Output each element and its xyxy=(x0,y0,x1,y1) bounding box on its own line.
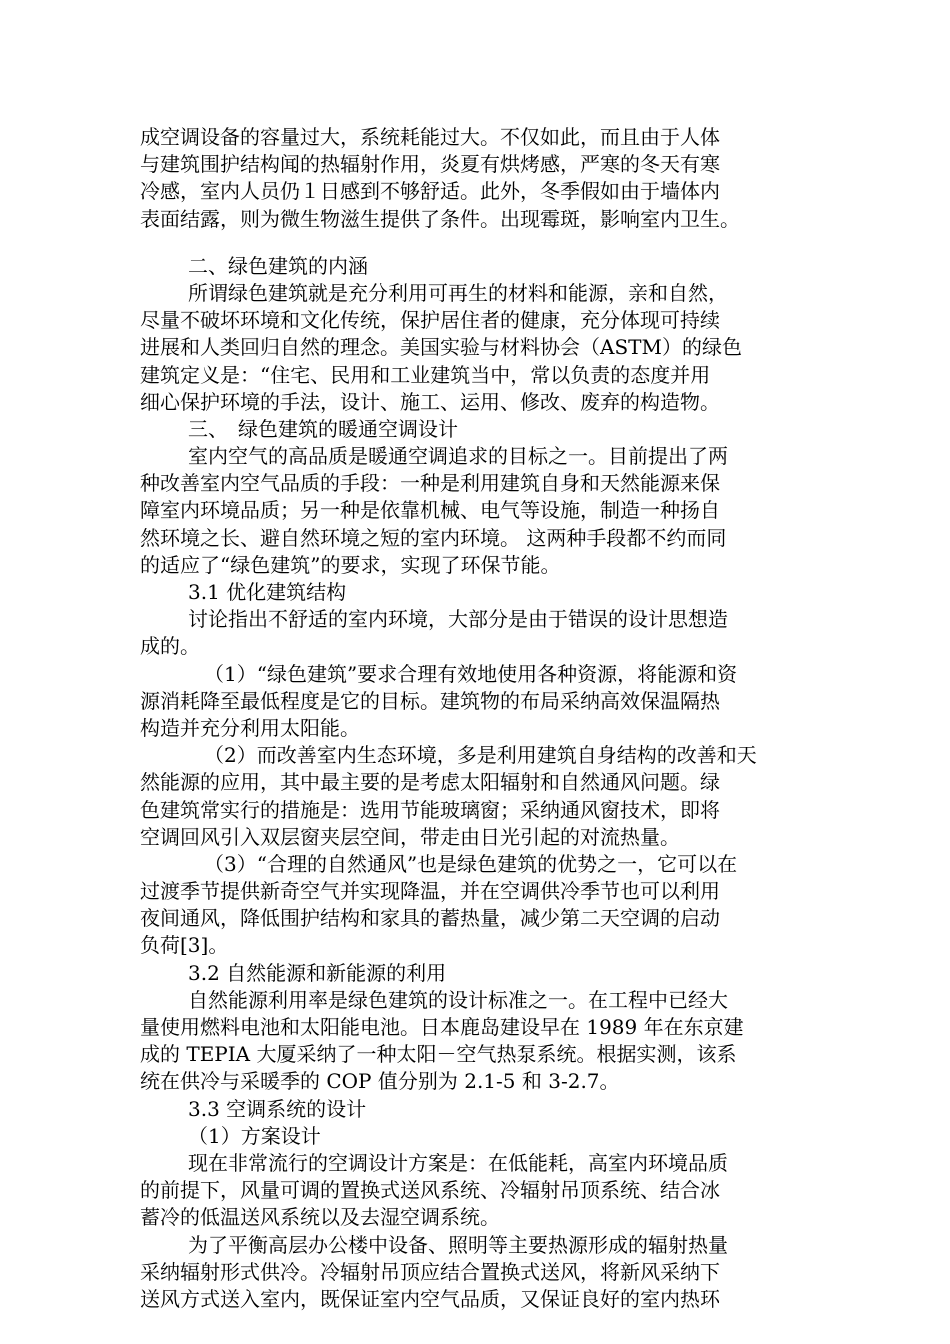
text-line: 细心保护环境的手法，设计、施工、运用、修改、废弃的构造物。 xyxy=(140,389,720,414)
paragraph-gap xyxy=(140,233,820,253)
text-line: 种改善室内空气品质的手段：一种是利用建筑自身和天然能源来保 xyxy=(140,471,720,496)
text-line: 冷感，室内人员仍１日感到不够舒适。此外，冬季假如由于墙体内 xyxy=(140,179,720,204)
text-line: 进展和人类回归自然的理念。美国实验与材料协会（ASTM）的绿色 xyxy=(140,335,742,360)
text-line: 成空调设备的容量过大，系统耗能过大。不仅如此，而且由于人体 xyxy=(140,125,720,149)
text-line: 室内空气的高品质是暖通空调追求的目标之一。目前提出了两 xyxy=(188,444,728,469)
section-heading-2: 二、绿色建筑的内涵 xyxy=(188,253,368,278)
text-line: 夜间通风，降低围护结构和家具的蓄热量，减少第二天空调的启动 xyxy=(140,906,720,931)
text-line: 然环境之长、避自然环境之短的室内环境。 这两种手段都不约而同 xyxy=(140,525,727,550)
subsection-heading-3-1: 3.1 优化建筑结构 xyxy=(188,580,347,604)
text-line: 建筑定义是：“住宅、民用和工业建筑当中，常以负责的态度并用 xyxy=(140,362,711,387)
text-line: 为了平衡高层办公楼中设备、照明等主要热源形成的辐射热量 xyxy=(188,1232,728,1257)
text-line: 构造并充分利用太阳能。 xyxy=(140,715,360,740)
text-line: 采纳辐射形式供冷。冷辐射吊顶应结合置换式送风，将新风采纳下 xyxy=(140,1259,720,1284)
text-line: 蓄冷的低温送风系统以及去湿空调系统。 xyxy=(140,1205,500,1230)
subsection-heading-3-2: 3.2 自然能源和新能源的利用 xyxy=(188,960,447,985)
subsection-heading-plan-design: （1）方案设计 xyxy=(188,1123,321,1148)
text-line: （2）而改善室内生态环境，多是利用建筑自身结构的改善和天 xyxy=(204,743,757,768)
text-line: 空调回风引入双层窗夹层空间，带走由日光引起的对流热量。 xyxy=(140,824,680,849)
text-line: 量使用燃料电池和太阳能电池。日本鹿岛建设早在 1989 年在东京建 xyxy=(140,1015,744,1039)
section-heading-3: 三、 绿色建筑的暖通空调设计 xyxy=(188,416,458,441)
subsection-heading-3-3: 3.3 空调系统的设计 xyxy=(188,1096,367,1121)
text-line: 色建筑常实行的措施是：选用节能玻璃窗；采纳通风窗技术，即将 xyxy=(140,797,720,822)
text-line: 成的 TEPIA 大厦采纳了一种太阳－空气热泵系统。根据实测，该系 xyxy=(140,1042,737,1067)
text-line: 负荷[3]。 xyxy=(140,933,229,958)
text-line: 过渡季节提供新奇空气并实现降温，并在空调供冷季节也可以利用 xyxy=(140,879,720,904)
text-line: （1）“绿色建筑”要求合理有效地使用各种资源，将能源和资 xyxy=(204,661,738,686)
text-line: 所谓绿色建筑就是充分利用可再生的材料和能源，亲和自然， xyxy=(188,280,728,305)
text-line: （3）“合理的自然通风”也是绿色建筑的优势之一，它可以在 xyxy=(204,851,738,876)
text-line: 现在非常流行的空调设计方案是：在低能耗，高室内环境品质 xyxy=(188,1150,728,1175)
text-line: 表面结露，则为微生物滋生提供了条件。出现霉斑，影响室内卫生。 xyxy=(140,206,740,231)
text-line: 尽量不破坏环境和文化传统，保护居住者的健康，充分体现可持续 xyxy=(140,308,720,333)
text-line: 送风方式送入室内，既保证室内空气品质，又保证良好的室内热环 xyxy=(140,1286,720,1311)
text-line: 的适应了“绿色建筑”的要求，实现了环保节能。 xyxy=(140,552,561,577)
text-line: 统在供冷与采暖季的 COP 值分别为 2.1-5 和 3-2.7。 xyxy=(140,1069,620,1094)
text-line: 讨论指出不舒适的室内环境，大部分是由于错误的设计思想造 xyxy=(188,607,728,632)
text-line: 与建筑围护结构闻的热辐射作用，炎夏有烘烤感，严寒的冬天有寒 xyxy=(140,152,720,177)
text-line: 障室内环境品质；另一种是依靠机械、电气等设施，制造一种扬自 xyxy=(140,498,720,523)
document-body xyxy=(140,124,820,1313)
text-line: 源消耗降至最低程度是它的目标。建筑物的布局采纳高效保温隔热 xyxy=(140,688,720,713)
text-line: 的前提下，风量可调的置换式送风系统、冷辐射吊顶系统、结合冰 xyxy=(140,1178,720,1203)
text-line: 自然能源利用率是绿色建筑的设计标准之一。在工程中已经大 xyxy=(188,987,728,1012)
text-line: 然能源的应用，其中最主要的是考虑太阳辐射和自然通风问题。绿 xyxy=(140,770,720,795)
text-line: 成的。 xyxy=(140,634,200,659)
